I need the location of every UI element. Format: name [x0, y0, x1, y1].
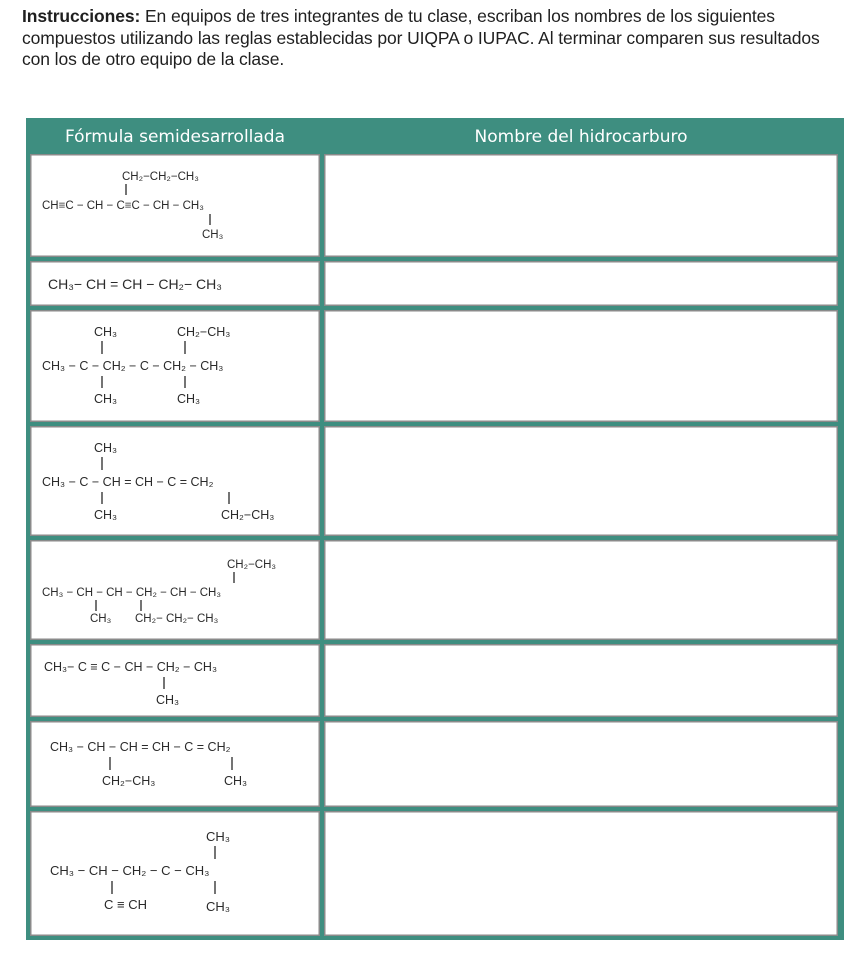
- formula-6-bottom-branch: CH₃: [156, 693, 180, 707]
- instructions-label: Instrucciones:: [22, 6, 141, 26]
- formula-7-main: CH₃ − CH − CH = CH − C = CH₂: [50, 740, 231, 754]
- formula-4-top-branch: CH₃: [94, 441, 118, 455]
- formula-cell-4: [30, 426, 320, 536]
- formula-4-bottom-branch-1: CH₃: [94, 508, 118, 522]
- formula-cell-5: [30, 540, 320, 640]
- formula-1-main: CH≡C − CH − C≡C − CH − CH₃: [42, 200, 204, 212]
- formula-cell-1: [30, 154, 320, 257]
- formula-4: [30, 426, 320, 536]
- compounds-table: [26, 118, 844, 940]
- formula-7-bottom-branch-2: CH₃: [224, 774, 248, 788]
- header-formula: Fórmula semidesarrollada: [64, 127, 286, 147]
- formula-cell-7: [30, 721, 320, 807]
- formula-1-bottom-branch: CH₃: [202, 229, 224, 241]
- formula-5-bottom-branch-2: CH₂− CH₂− CH₃: [135, 613, 219, 625]
- formula-cell-6: [30, 644, 320, 717]
- formula-6: [30, 644, 320, 717]
- formula-1: [30, 154, 320, 257]
- answer-cell-3[interactable]: [324, 310, 838, 422]
- answer-cell-7[interactable]: [324, 721, 838, 807]
- formula-3-main: CH₃ − C − CH₂ − C − CH₂ − CH₃: [42, 359, 224, 373]
- formula-7-bottom-branch-1: CH₂−CH₃: [102, 774, 156, 788]
- formula-5-top-branch: CH₂−CH₃: [227, 559, 277, 571]
- formula-3-top-branch-2: CH₂−CH₃: [177, 325, 231, 339]
- formula-3: [30, 310, 320, 422]
- formula-8: [30, 811, 320, 936]
- formula-cell-3: [30, 310, 320, 422]
- formula-3-top-branch-1: CH₃: [94, 325, 118, 339]
- answer-cell-8[interactable]: [324, 811, 838, 936]
- answer-cell-2[interactable]: [324, 261, 838, 306]
- formula-1-top-branch: CH₂−CH₂−CH₃: [122, 171, 199, 183]
- formula-4-main: CH₃ − C − CH = CH − C = CH₂: [42, 475, 214, 489]
- formula-cell-2: [30, 261, 320, 306]
- formula-8-bottom-branch-1: C ≡ CH: [104, 897, 147, 912]
- instructions: [22, 6, 852, 71]
- formula-5-bottom-branch-1: CH₃: [90, 613, 112, 625]
- formula-6-main: CH₃− C ≡ C − CH − CH₂ − CH₃: [44, 660, 218, 674]
- formula-4-bottom-branch-2: CH₂−CH₃: [221, 508, 275, 522]
- formula-8-top-branch: CH₃: [206, 829, 231, 844]
- answer-cell-1[interactable]: [324, 154, 838, 257]
- formula-5-main: CH₃ − CH − CH − CH₂ − CH − CH₃: [42, 587, 222, 599]
- formula-8-main: CH₃ − CH − CH₂ − C − CH₃: [50, 863, 210, 878]
- formula-cell-8: [30, 811, 320, 936]
- formula-3-bottom-branch-2: CH₃: [177, 392, 201, 406]
- formula-7: [30, 721, 320, 807]
- formula-8-bottom-branch-2: CH₃: [206, 899, 231, 914]
- formula-2-main: CH₃− CH = CH − CH₂− CH₃: [48, 276, 222, 292]
- answer-cell-5[interactable]: [324, 540, 838, 640]
- formula-2: [30, 261, 320, 306]
- instructions-text: En equipos de tres integrantes de tu clase, escriban los nombres de los siguientes compuestos utilizando las reglas establecidas por UIQPA o IUPAC. Al terminar comparen sus resultados con los de otro equipo de la clase.: [22, 6, 820, 69]
- formula-5: [30, 540, 320, 640]
- formula-3-bottom-branch-1: CH₃: [94, 392, 118, 406]
- header-name: Nombre del hidrocarburo: [474, 127, 688, 147]
- answer-cell-4[interactable]: [324, 426, 838, 536]
- answer-cell-6[interactable]: [324, 644, 838, 717]
